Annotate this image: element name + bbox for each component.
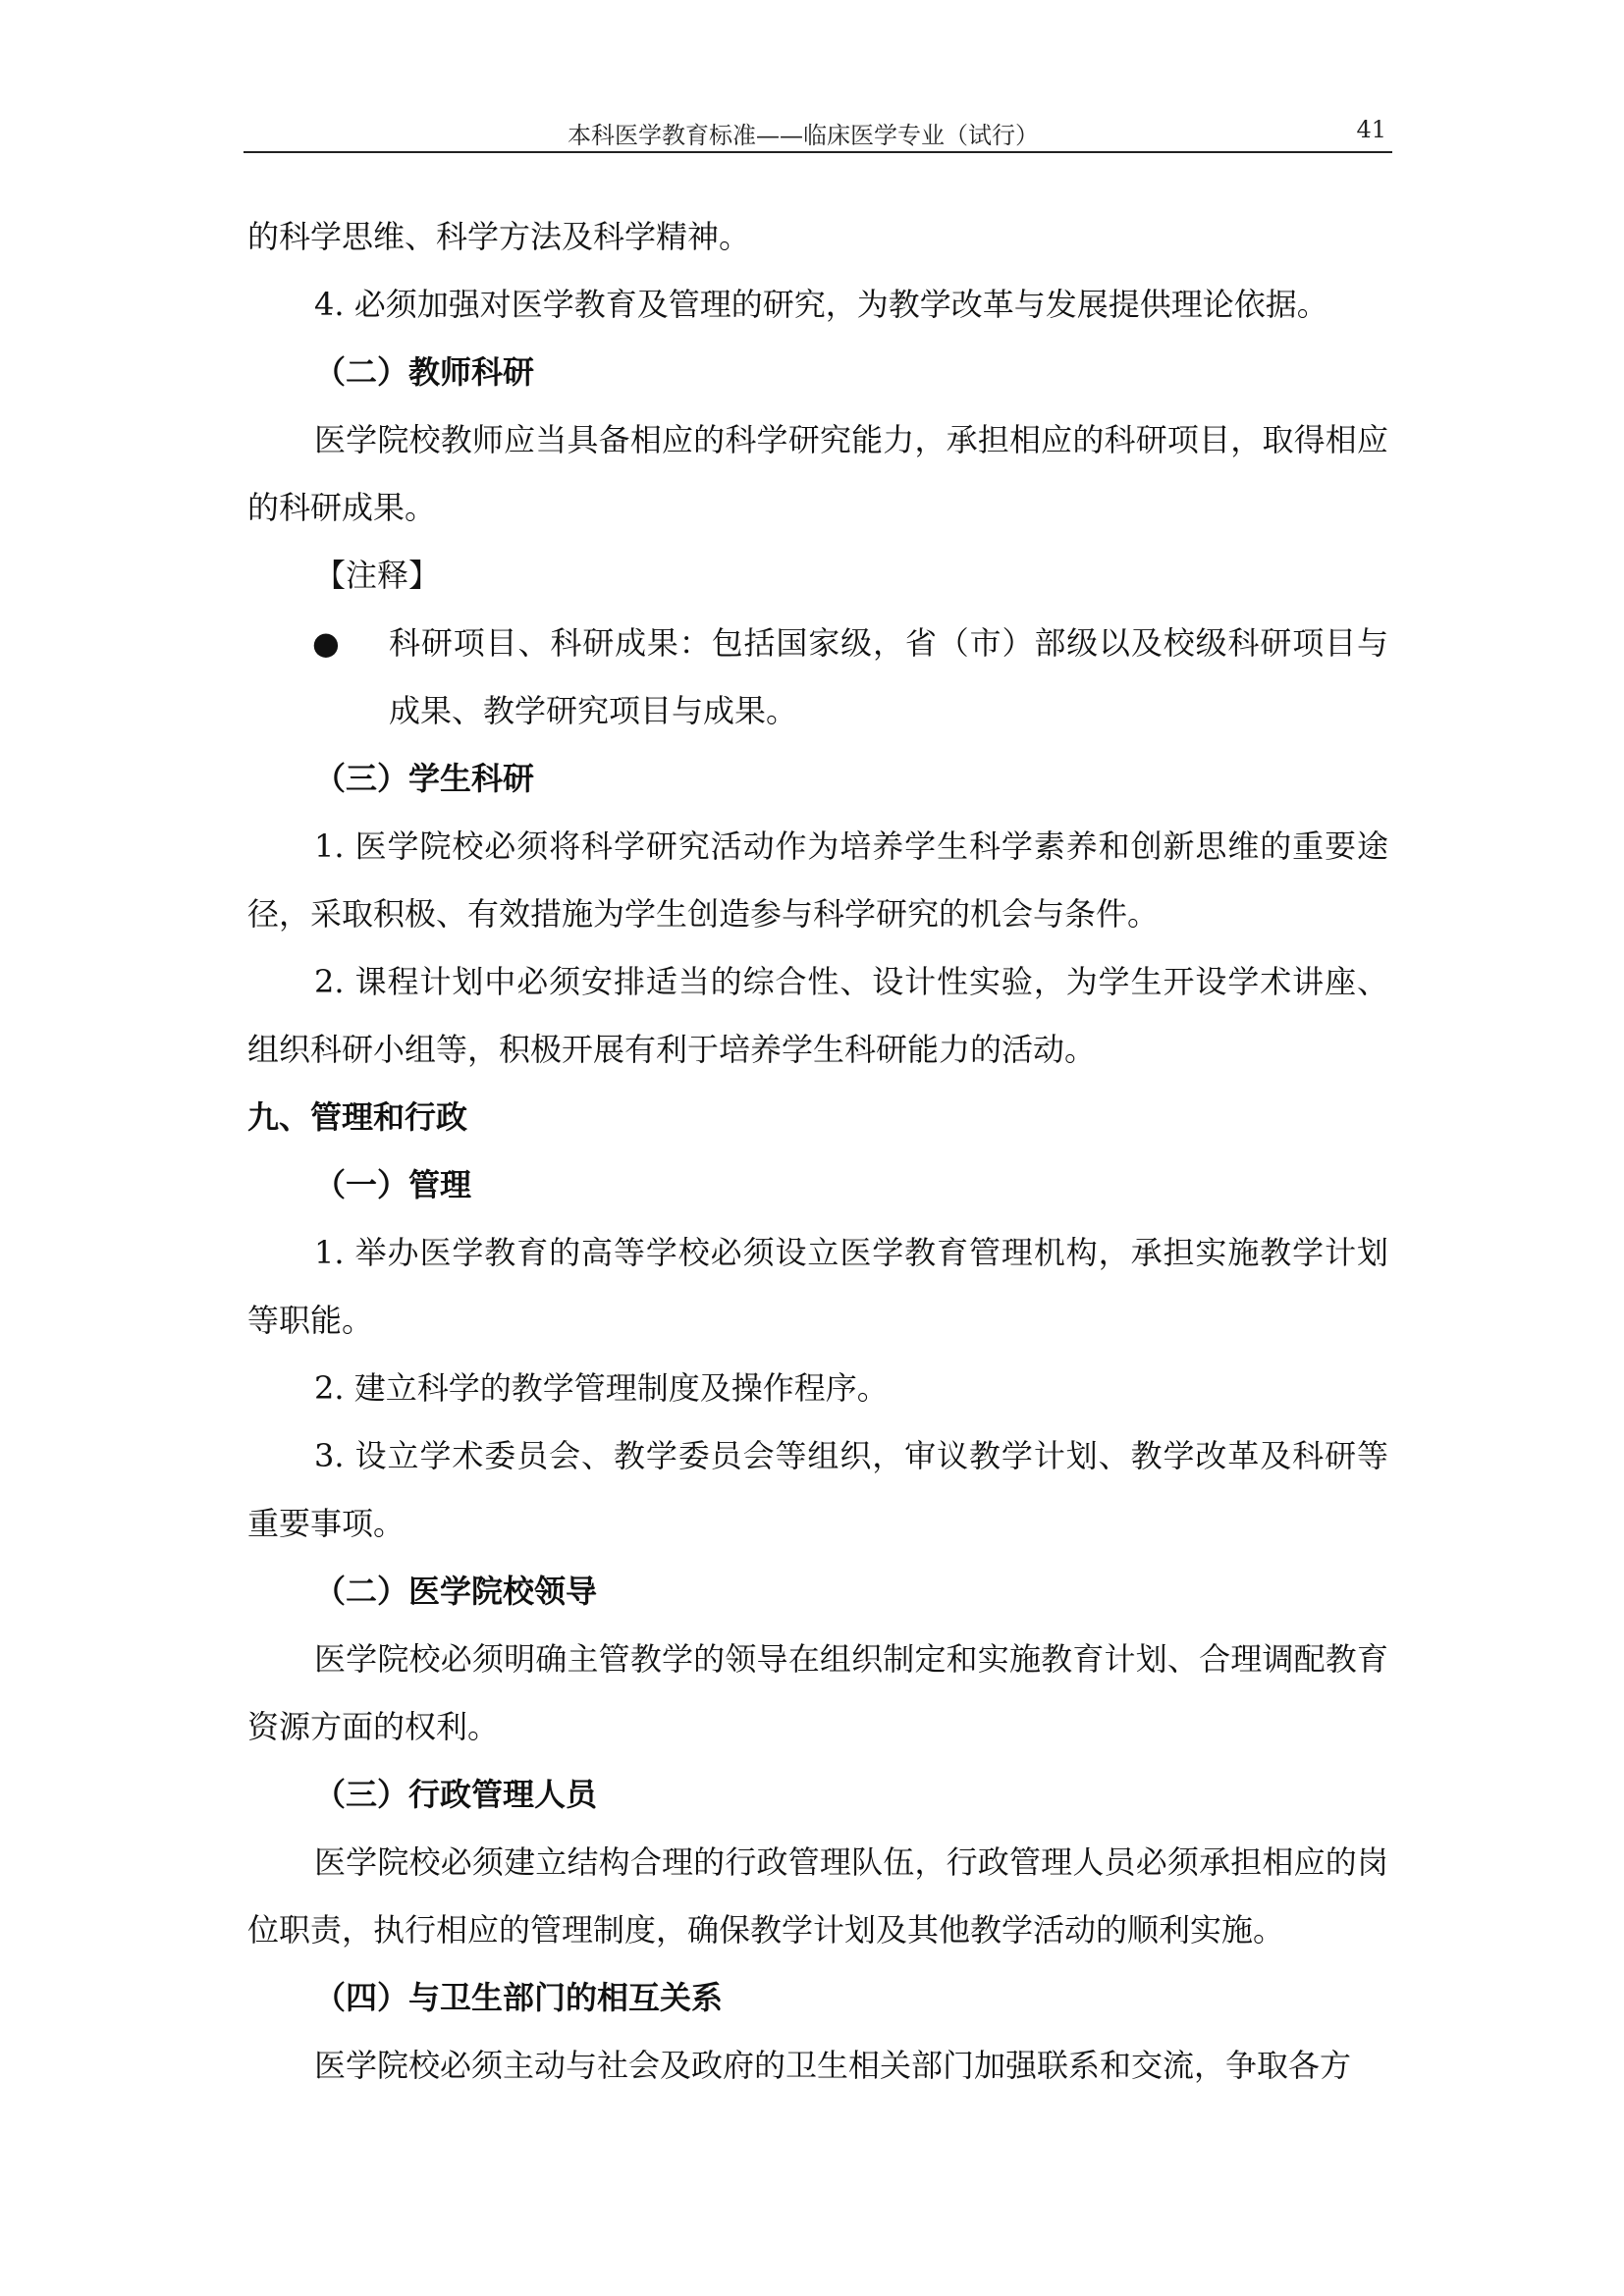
paragraph: 2. 课程计划中必须安排适当的综合性、设计性实验，为学生开设学术讲座、组织科研小组等，积极开展有利于培养学生科研能力的活动。 (247, 963, 1388, 1068)
paragraph: 的科学思维、科学方法及科学精神。 (247, 218, 751, 255)
subsection-heading: （一）管理 (314, 1166, 472, 1203)
section-heading: 九、管理和行政 (247, 1098, 468, 1136)
page-body (247, 203, 1388, 2100)
paragraph: 2. 建立科学的教学管理制度及操作程序。 (314, 1369, 889, 1407)
paragraph: 1. 医学院校必须将科学研究活动作为培养学生科学素养和创新思维的重要途径，采取积极、有效措施为学生创造参与科学研究的机会与条件。 (247, 828, 1388, 933)
paragraph: 1. 举办医学教育的高等学校必须设立医学教育管理机构，承担实施教学计划等职能。 (247, 1234, 1388, 1339)
paragraph: 医学院校必须明确主管教学的领导在组织制定和实施教育计划、合理调配教育资源方面的权利。 (247, 1640, 1388, 1745)
subsection-heading: （四）与卫生部门的相互关系 (314, 1979, 724, 2016)
subsection-heading: （三）学生科研 (314, 760, 535, 797)
paragraph: 3. 设立学术委员会、教学委员会等组织，审议教学计划、教学改革及科研等重要事项。 (247, 1437, 1388, 1542)
bullet-icon: ● (312, 624, 340, 662)
page-number: 41 (1356, 116, 1386, 143)
note-label: 【注释】 (314, 557, 441, 594)
paragraph: 医学院校必须主动与社会及政府的卫生相关部门加强联系和交流，争取各方 (314, 2047, 1352, 2084)
paragraph: 4. 必须加强对医学教育及管理的研究，为教学改革与发展提供理论依据。 (314, 286, 1328, 323)
paragraph: 医学院校教师应当具备相应的科学研究能力，承担相应的科研项目，取得相应的科研成果。 (247, 421, 1388, 526)
bullet-text: 科研项目、科研成果：包括国家级，省（市）部级以及校级科研项目与成果、教学研究项目与成果。 (389, 624, 1388, 729)
running-header (244, 110, 1392, 153)
bullet-item (247, 610, 1388, 745)
subsection-heading: （三）行政管理人员 (314, 1776, 598, 1813)
subsection-heading: （二）教师科研 (314, 353, 535, 391)
subsection-heading: （二）医学院校领导 (314, 1573, 598, 1610)
paragraph: 医学院校必须建立结构合理的行政管理队伍，行政管理人员必须承担相应的岗位职责，执行相应的管理制度，确保教学计划及其他教学活动的顺利实施。 (247, 1843, 1388, 1949)
header-title: 本科医学教育标准——临床医学专业（试行） (568, 122, 1039, 149)
